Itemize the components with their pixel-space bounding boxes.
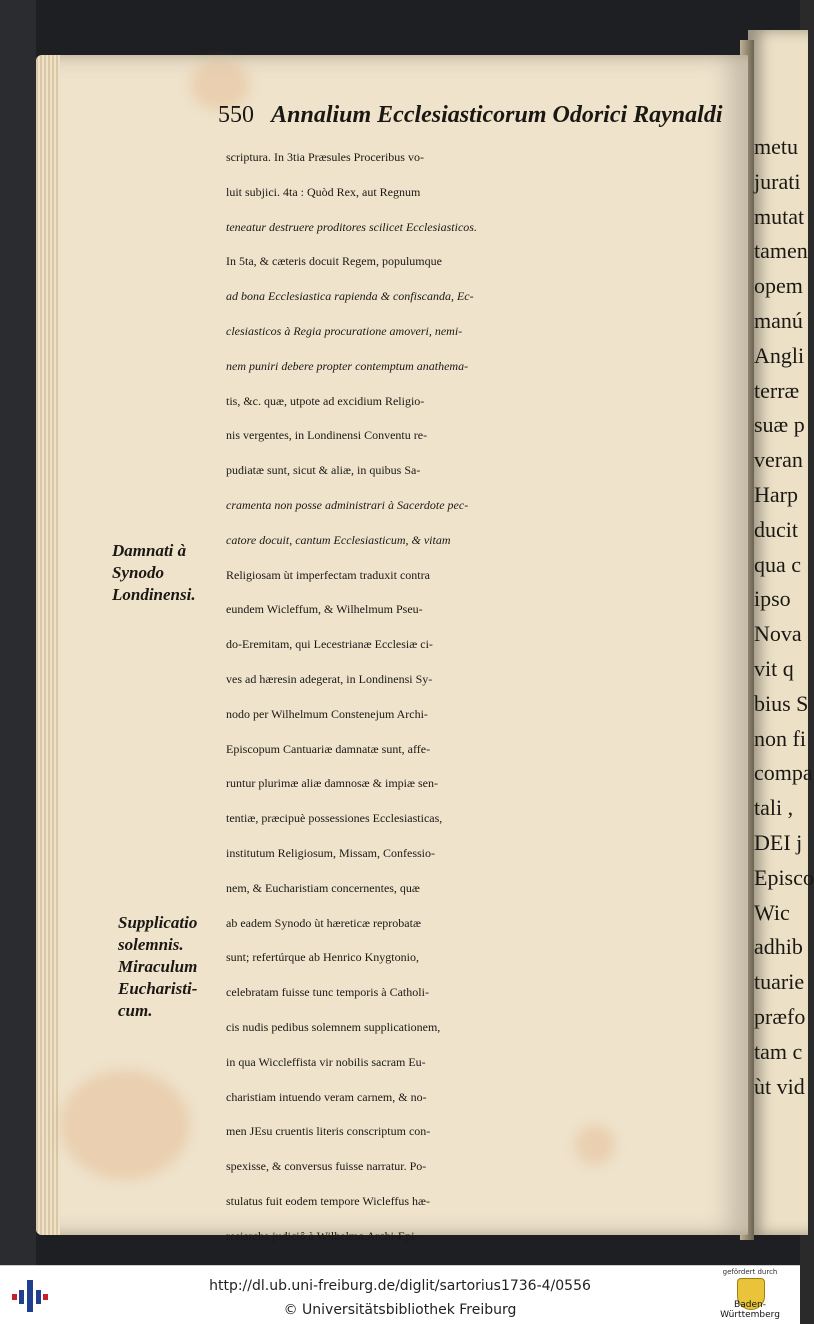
facing-page-line: manú bbox=[754, 307, 803, 333]
facing-page-line: vit q bbox=[754, 655, 794, 681]
text-line: catore docuit, cantum Ecclesiasticum, & vitam bbox=[226, 532, 451, 547]
text-line: ad bona Ecclesiastica rapienda & confiscanda, Ec- bbox=[226, 289, 474, 304]
text-line: nodo per Wilhelmum Constenejum Archi- bbox=[226, 706, 428, 721]
text-line: institutum Religiosum, Missam, Confessio- bbox=[226, 845, 436, 860]
facing-page-line: non fi bbox=[754, 725, 806, 751]
text-line: In 5ta, & cæteris docuit Regem, populumque bbox=[226, 254, 442, 269]
facing-page-line: opem bbox=[754, 273, 803, 299]
facing-page-line: compa bbox=[754, 760, 813, 786]
page-number: 550 bbox=[218, 102, 254, 128]
text-line: nis vergentes, in Londinensi Conventu re- bbox=[226, 428, 428, 443]
margin-note-line: Damnati à bbox=[112, 541, 187, 560]
facing-page-line: Episco bbox=[754, 864, 814, 890]
facing-page-text bbox=[754, 130, 814, 1104]
book-cover-edge bbox=[0, 0, 36, 1265]
margin-note-line: Londinensi. bbox=[112, 585, 196, 604]
text-line: charistiam intuendo veram carnem, & no- bbox=[226, 1089, 427, 1104]
facing-page-line: DEI j bbox=[754, 829, 803, 855]
text-line: ves ad hæresin adegerat, in Londinensi Sy- bbox=[226, 671, 433, 686]
facing-page-line: præfo bbox=[754, 1003, 806, 1029]
facing-page-line: Harp bbox=[754, 481, 798, 507]
viewer-footer bbox=[0, 1265, 800, 1324]
main-text-block bbox=[226, 140, 726, 1323]
facing-page-line: tali , bbox=[754, 795, 794, 821]
facing-page-line: bius S bbox=[754, 690, 809, 716]
text-line: resiarcha judiciô à Wilhelmo Archi-Epi- bbox=[226, 1228, 419, 1243]
text-line: celebratam fuisse tunc temporis à Catholi- bbox=[226, 985, 429, 1000]
text-line: luit subjici. 4ta : Quòd Rex, aut Regnum bbox=[226, 184, 421, 199]
facing-page-line: suæ p bbox=[754, 412, 805, 438]
facing-page-line: mutat bbox=[754, 203, 805, 229]
text-line: spexisse, & conversus fuisse narratur. Po- bbox=[226, 1159, 427, 1174]
facing-page-line: terræ bbox=[754, 377, 800, 403]
text-line: Episcopum Cantuariæ damnatæ sunt, affe- bbox=[226, 741, 431, 756]
text-line: tentiæ, præcipuè possessiones Ecclesiasticas, bbox=[226, 811, 443, 826]
text-line: sunt; refertúrque ab Henrico Knygtonio, bbox=[226, 950, 419, 965]
text-line: teneatur destruere proditores scilicet Ecclesiasticos. bbox=[226, 219, 477, 234]
facing-page-line: tam c bbox=[754, 1038, 803, 1064]
sponsor-caption: gefördert durch bbox=[722, 1268, 778, 1276]
text-line: scriptura. In 3tia Præsules Proceribus vo- bbox=[226, 150, 424, 164]
margin-note-line: cum. bbox=[118, 1001, 153, 1020]
text-line: pudiatæ sunt, sicut & aliæ, in quibus Sa- bbox=[226, 463, 421, 478]
text-line: cis nudis pedibus solemnem supplicationem, bbox=[226, 1019, 441, 1034]
sponsor-logo[interactable] bbox=[708, 1268, 792, 1322]
running-title: Annalium Ecclesiasticorum Odorici Raynaldi bbox=[271, 102, 723, 128]
facing-page-line: qua c bbox=[754, 551, 802, 577]
facing-page-line: tuarie bbox=[754, 969, 805, 995]
text-line: do-Eremitam, qui Lecestrianæ Ecclesiæ ci- bbox=[226, 637, 433, 652]
text-line: nem, & Eucharistiam concernentes, quæ bbox=[226, 880, 420, 895]
margin-note-line: Miraculum bbox=[118, 957, 198, 976]
sponsor-name: Baden-Württemberg bbox=[720, 1300, 780, 1320]
facing-page-line: ùt vid bbox=[754, 1073, 805, 1099]
margin-note-damnati bbox=[112, 540, 196, 606]
facing-page-line: veran bbox=[754, 447, 803, 473]
text-line: ab eadem Synodo ùt hæreticæ reprobatæ bbox=[226, 915, 421, 930]
margin-note-supplicatio bbox=[118, 912, 197, 1022]
paper-stain bbox=[60, 1070, 190, 1180]
copyright-notice: © Universitätsbibliothek Freiburg bbox=[283, 1302, 517, 1318]
facing-page-line: tamen bbox=[754, 238, 808, 264]
margin-note-line: Synodo bbox=[112, 563, 164, 582]
facing-page-line: ipso bbox=[754, 586, 791, 612]
text-line: eundem Wicleffum, & Wilhelmum Pseu- bbox=[226, 602, 423, 617]
facing-page-line: metu bbox=[754, 134, 798, 159]
facing-page-line: jurati bbox=[754, 168, 801, 194]
margin-note-line: solemnis. bbox=[118, 935, 184, 954]
text-line: nem puniri debere propter contemptum anathema- bbox=[226, 358, 469, 373]
facing-page-line: Wic bbox=[754, 899, 790, 925]
margin-note-line: Eucharisti- bbox=[118, 979, 198, 998]
facing-page-line: Nova bbox=[754, 621, 802, 647]
page-edge-stack bbox=[36, 55, 60, 1235]
facing-page-line: Angli bbox=[754, 342, 805, 368]
text-line: in qua Wiccleffista vir nobilis sacram Eu- bbox=[226, 1054, 426, 1069]
text-line: stulatus fuit eodem tempore Wicleffus hæ- bbox=[226, 1193, 431, 1208]
permalink-url[interactable]: http://dl.ub.uni-freiburg.de/diglit/sartorius1736-4/0556 bbox=[209, 1278, 591, 1294]
text-line: cramenta non posse administrari à Sacerdote pec- bbox=[226, 497, 469, 512]
text-line: runtur plurimæ aliæ damnosæ & impiæ sen- bbox=[226, 776, 438, 791]
running-header bbox=[218, 102, 723, 129]
text-line: clesiasticos à Regia procuratione amoveri, nemi- bbox=[226, 323, 463, 338]
margin-note-line: Supplicatio bbox=[118, 913, 198, 932]
text-line: Religiosam ùt imperfectam traduxit contra bbox=[226, 567, 430, 582]
text-line: men JEsu cruentis literis conscriptum con- bbox=[226, 1124, 431, 1139]
text-line: tis, &c. quæ, utpote ad excidium Religio- bbox=[226, 393, 425, 408]
facing-page-line: ducit bbox=[754, 516, 798, 542]
facing-page-line: adhib bbox=[754, 934, 803, 960]
